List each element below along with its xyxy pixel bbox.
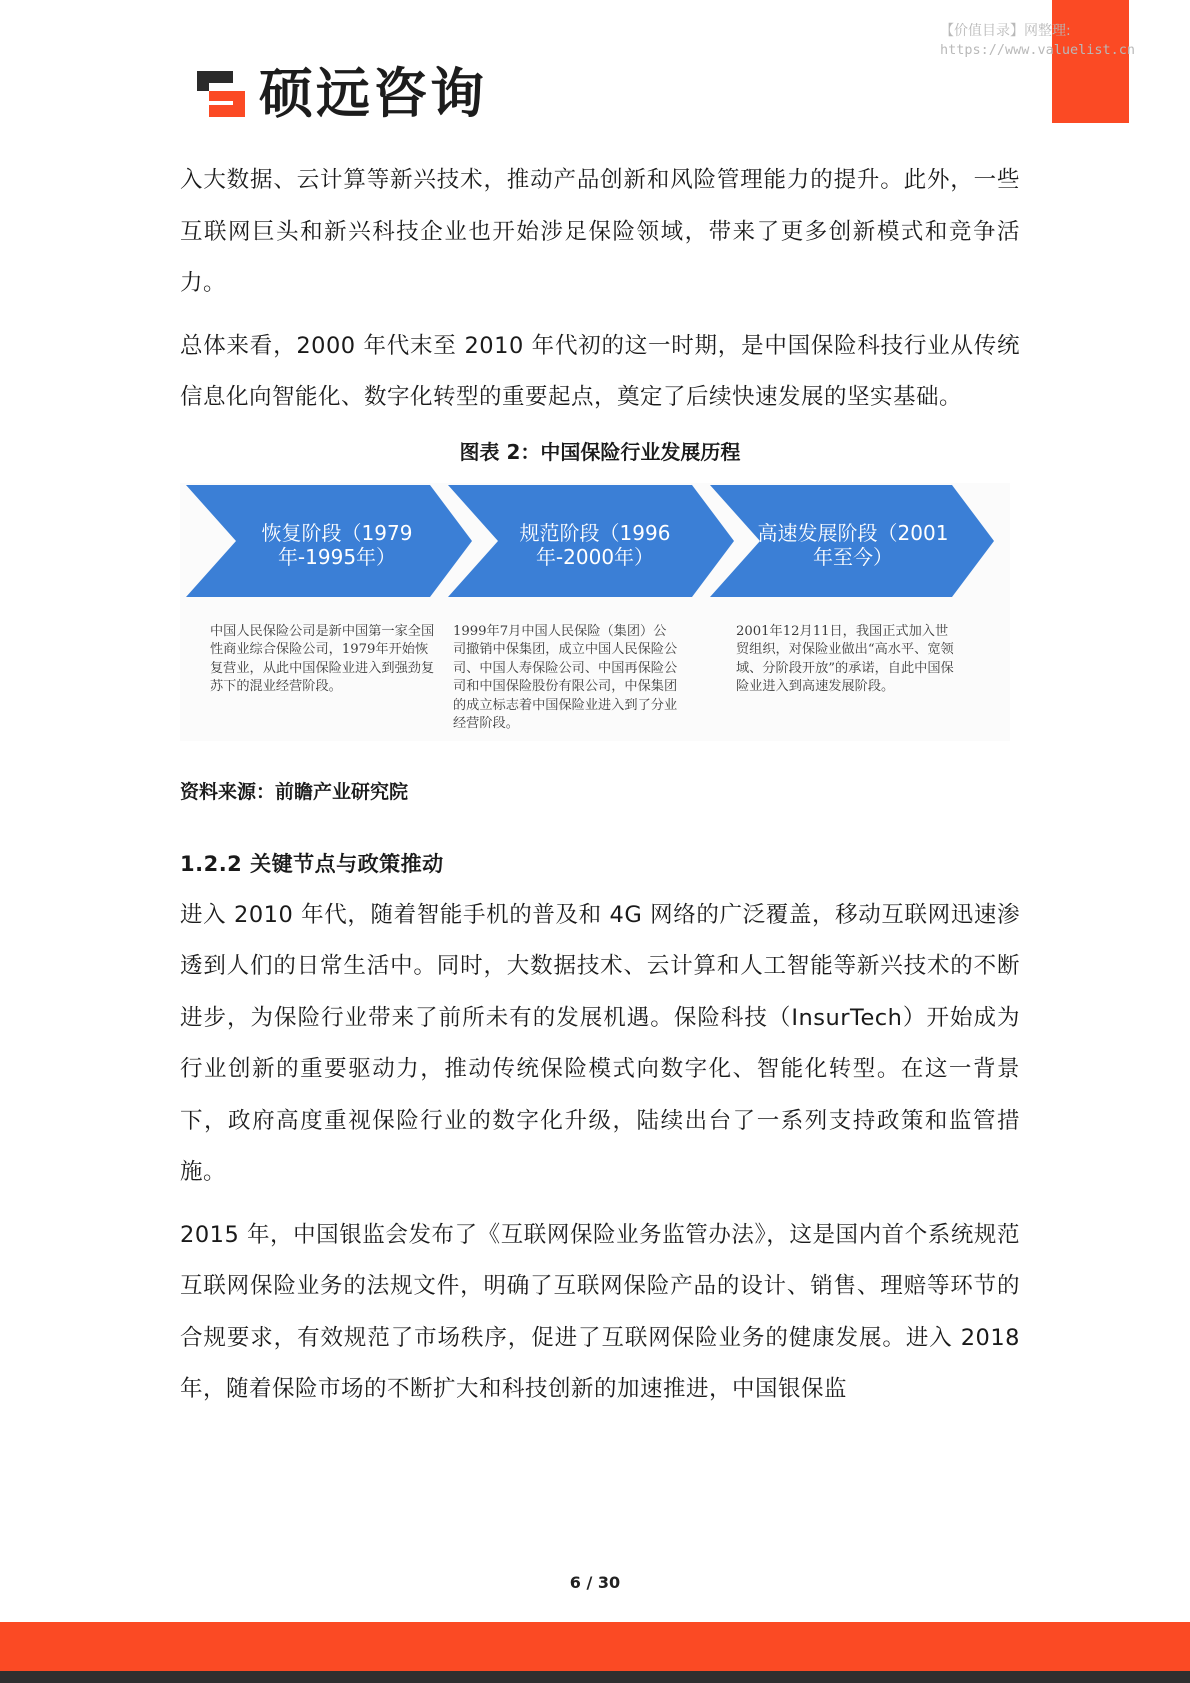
- intro-paragraph-1: 入大数据、云计算等新兴技术，推动产品创新和风险管理能力的提升。此外，一些互联网巨头和新兴科技企业也开始涉足保险领域，带来了更多创新模式和竞争活力。: [180, 167, 1020, 296]
- watermark: [940, 22, 1135, 60]
- page-number: 6 / 30: [569, 1573, 621, 1592]
- section-paragraph-2: 2015 年，中国银监会发布了《互联网保险业务监管办法》，这是国内首个系统规范互联网保险业务的法规文件，明确了互联网保险产品的设计、销售、理赔等环节的合规要求，有效规范了市场秩序，促进了互联网保险业务的健康发展。进入 2018 年，随着保险市场的不断扩大和科技创新的加速推进，中国银保监: [180, 1221, 1020, 1402]
- footer-accent-bar: [0, 1622, 1190, 1671]
- section-heading: 1.2.2 关键节点与政策推动: [180, 851, 444, 876]
- brand-name: 硕远咨询: [259, 62, 487, 125]
- section-paragraph-1: 进入 2010 年代，随着智能手机的普及和 4G 网络的广泛覆盖，移动互联网迅速渗透到人们的日常生活中。同时，大数据技术、云计算和人工智能等新兴技术的不断进步，为保险行业带来了前所未有的发展机遇。保险科技（InsurTech）开始成为行业创新的重要驱动力，推动传统保险模式向数字化、智能化转型。在这一背景下，政府高度重视保险行业的数字化升级，陆续出台了一系列支持政策和监管措施。: [180, 901, 1020, 1185]
- stage-desc-2: 1999年7月中国人民保险（集团）公司撤销中保集团，成立中国人民保险公司、中国人寿保险公司、中国再保险公司和中国保险股份有限公司，中保集团的成立标志着中国保险业进入到了分业经营阶段。: [453, 623, 678, 731]
- brand-header: [193, 63, 487, 125]
- figure-source: 资料来源：前瞻产业研究院: [180, 780, 409, 803]
- page-content: [180, 155, 1020, 1427]
- stage-label-3: 高速发展阶段（2001年至今）: [757, 520, 949, 569]
- watermark-label: 【价值目录】网整理:: [940, 23, 1071, 39]
- watermark-url: https://www.valuelist.cn: [940, 42, 1136, 58]
- brand-logo-icon: [193, 67, 249, 121]
- figure-caption: 图表 2：中国保险行业发展历程: [459, 439, 741, 464]
- insurance-history-figure: [180, 483, 1010, 741]
- stage-desc-1: 中国人民保险公司是新中国第一家全国性商业综合保险公司，1979年开始恢复营业，从此中国保险业进入到强劲复苏下的混业经营阶段。: [210, 623, 435, 694]
- top-accent-bar: [1052, 0, 1129, 123]
- stage-label-2: 规范阶段（1996年-2000年）: [519, 520, 671, 569]
- stage-label-1: 恢复阶段（1979年-1995年）: [261, 520, 413, 569]
- intro-paragraph-2: 总体来看，2000 年代末至 2010 年代初的这一时期，是中国保险科技行业从传统信息化向智能化、数字化转型的重要起点，奠定了后续快速发展的坚实基础。: [180, 332, 1020, 410]
- footer-edge: [0, 1671, 1190, 1683]
- stage-desc-3: 2001年12月11日，我国正式加入世贸组织，对保险业做出“高水平、宽领域、分阶段开放”的承诺，自此中国保险业进入到高速发展阶段。: [736, 623, 954, 694]
